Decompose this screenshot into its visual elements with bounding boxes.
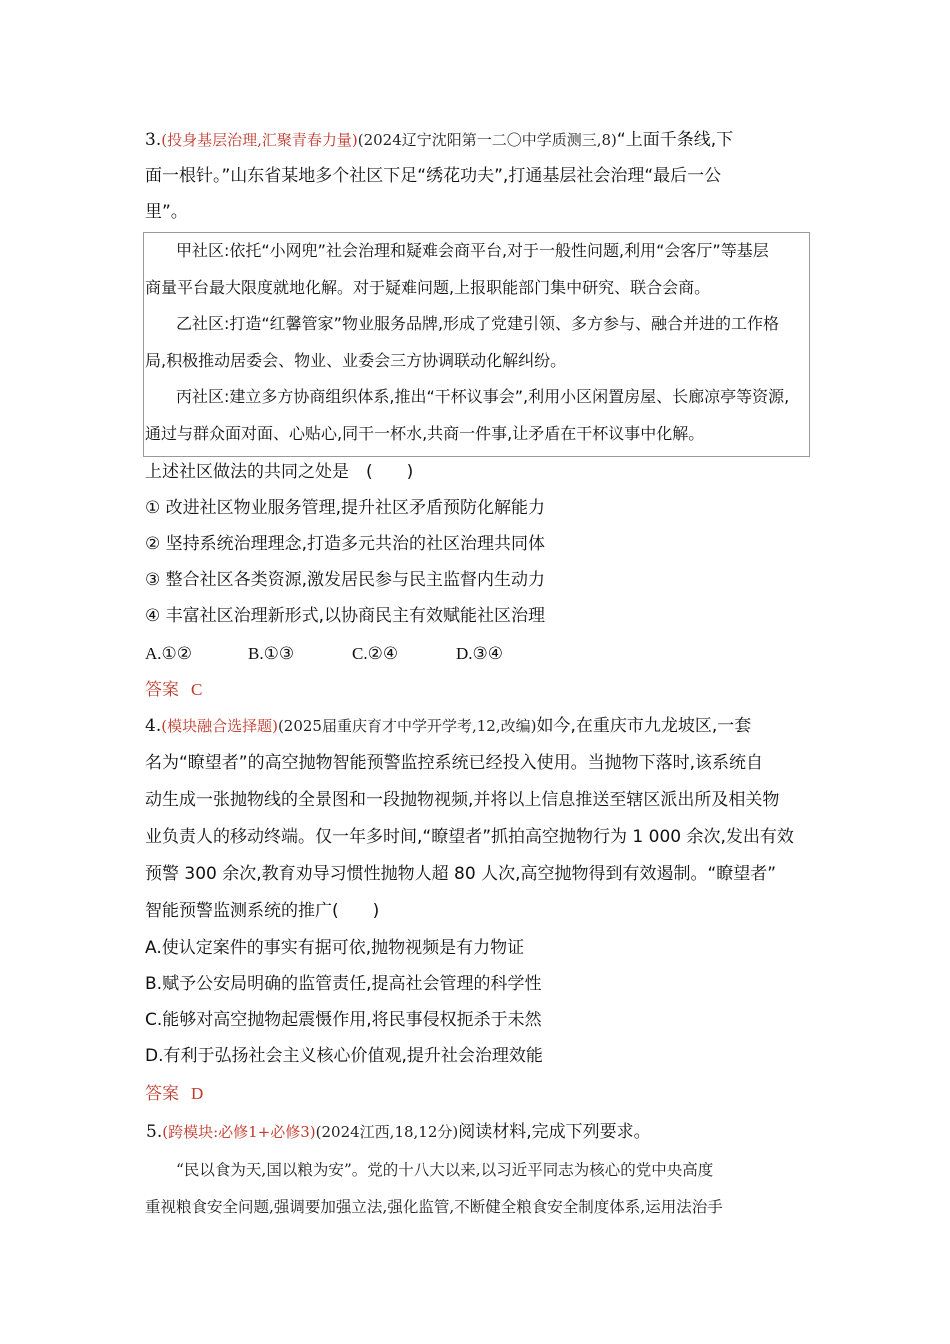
q3-option-a[interactable]: A.①② — [145, 644, 193, 663]
q3-statement-4: ④ 丰富社区治理新形式,以协商民主有效赋能社区治理 — [145, 606, 546, 626]
q4-stem-line6: 智能预警监测系统的推广( ) — [145, 901, 380, 921]
q4-header — [145, 714, 751, 738]
q3-answer-label: 答案 — [145, 680, 179, 700]
q4-choice-b[interactable]: B.赋予公安局明确的监管责任,提高社会管理的科学性 — [145, 974, 542, 994]
q3-number: 3. — [145, 130, 162, 150]
q4-choice-a[interactable]: A.使认定案件的事实有据可依,抛物视频是有力物证 — [145, 938, 525, 958]
q4-stem-line1: 如今,在重庆市九龙坡区,一套 — [536, 716, 752, 736]
q3-box-p1-line1: 甲社区:依托“小网兜”社会治理和疑难会商平台,对于一般性问题,利用“会客厅”等基层 — [176, 241, 769, 260]
q3-box-p3-line1: 丙社区:建立多方协商组织体系,推出“干杯议事会”,利用小区闲置房屋、长廊凉亭等资源, — [176, 387, 790, 406]
q3-tag: (投身基层治理,汇聚青春力量) — [161, 131, 358, 149]
q3-question: 上述社区做法的共同之处是 ( ) — [145, 462, 414, 482]
q3-source: (2024辽宁沈阳第一二〇中学质测三,8) — [357, 131, 617, 149]
q3-option-d[interactable]: D.③④ — [456, 644, 504, 663]
q3-box-p3-line2: 通过与群众面对面、心贴心,同干一杯水,共商一件事,让矛盾在干杯议事中化解。 — [145, 424, 705, 443]
q5-source: (2024江西,18,12分) — [315, 1123, 459, 1141]
q5-stem: 阅读材料,完成下列要求。 — [458, 1122, 651, 1142]
q4-stem-line5: 预警 300 余次,教育劝导习惯性抛物人超 80 人次,高空抛物得到有效遏制。“瞭望者” — [145, 864, 777, 884]
q4-answer-label: 答案 — [145, 1084, 179, 1104]
q3-statement-2: ② 坚持系统治理理念,打造多元共治的社区治理共同体 — [145, 534, 546, 554]
q4-tag: (模块融合选择题) — [161, 717, 278, 735]
q3-header — [145, 128, 733, 152]
q4-source: (2025届重庆育才中学开学考,12,改编) — [277, 717, 537, 735]
q5-header — [146, 1120, 651, 1144]
q4-stem-line2: 名为“瞭望者”的高空抛物智能预警监控系统已经投入使用。当抛物下落时,该系统自 — [145, 753, 764, 773]
q3-box-p1-line2: 商量平台最大限度就地化解。对于疑难问题,上报职能部门集中研究、联合会商。 — [145, 278, 711, 297]
q3-box-p2-line2: 局,积极推动居委会、物业、业委会三方协调联动化解纠纷。 — [145, 351, 567, 370]
q3-stem-line3: 里”。 — [145, 202, 188, 222]
q5-tag: (跨模块:必修1+必修3) — [162, 1123, 316, 1141]
q5-material-line1: “民以食为天,国以粮为安”。党的十八大以来,以习近平同志为核心的党中央高度 — [176, 1161, 714, 1179]
q3-box-p2-line1: 乙社区:打造“红馨管家”物业服务品牌,形成了党建引领、多方参与、融合并进的工作格 — [176, 314, 780, 333]
q4-stem-line4: 业负责人的移动终端。仅一年多时间,“瞭望者”抓拍高空抛物行为 1 000 余次,发出有效 — [145, 827, 794, 847]
q3-stem-line2: 面一根针。”山东省某地多个社区下足“绣花功夫”,打通基层社会治理“最后一公 — [145, 166, 722, 186]
q4-choice-c[interactable]: C.能够对高空抛物起震慑作用,将民事侵权扼杀于未然 — [145, 1010, 542, 1030]
q4-number: 4. — [145, 716, 162, 736]
q3-answer — [145, 678, 202, 702]
q4-choice-d[interactable]: D.有利于弘扬社会主义核心价值观,提升社会治理效能 — [145, 1046, 543, 1066]
q3-stem-line1: “上面千条线,下 — [616, 130, 734, 150]
q3-statement-1: ① 改进社区物业服务管理,提升社区矛盾预防化解能力 — [145, 498, 546, 518]
q4-answer — [145, 1082, 203, 1106]
q4-answer-value: D — [191, 1084, 204, 1103]
q3-option-b[interactable]: B.①③ — [248, 644, 295, 663]
q5-material-line2: 重视粮食安全问题,强调要加强立法,强化监管,不断健全粮食安全制度体系,运用法治手 — [145, 1198, 723, 1216]
q3-answer-value: C — [191, 680, 203, 699]
q4-stem-line3: 动生成一张抛物线的全景图和一段抛物视频,并将以上信息推送至辖区派出所及相关物 — [145, 790, 780, 810]
q5-number: 5. — [146, 1122, 163, 1142]
q3-statement-3: ③ 整合社区各类资源,激发居民参与民主监督内生动力 — [145, 570, 546, 590]
q3-option-c[interactable]: C.②④ — [352, 644, 399, 663]
